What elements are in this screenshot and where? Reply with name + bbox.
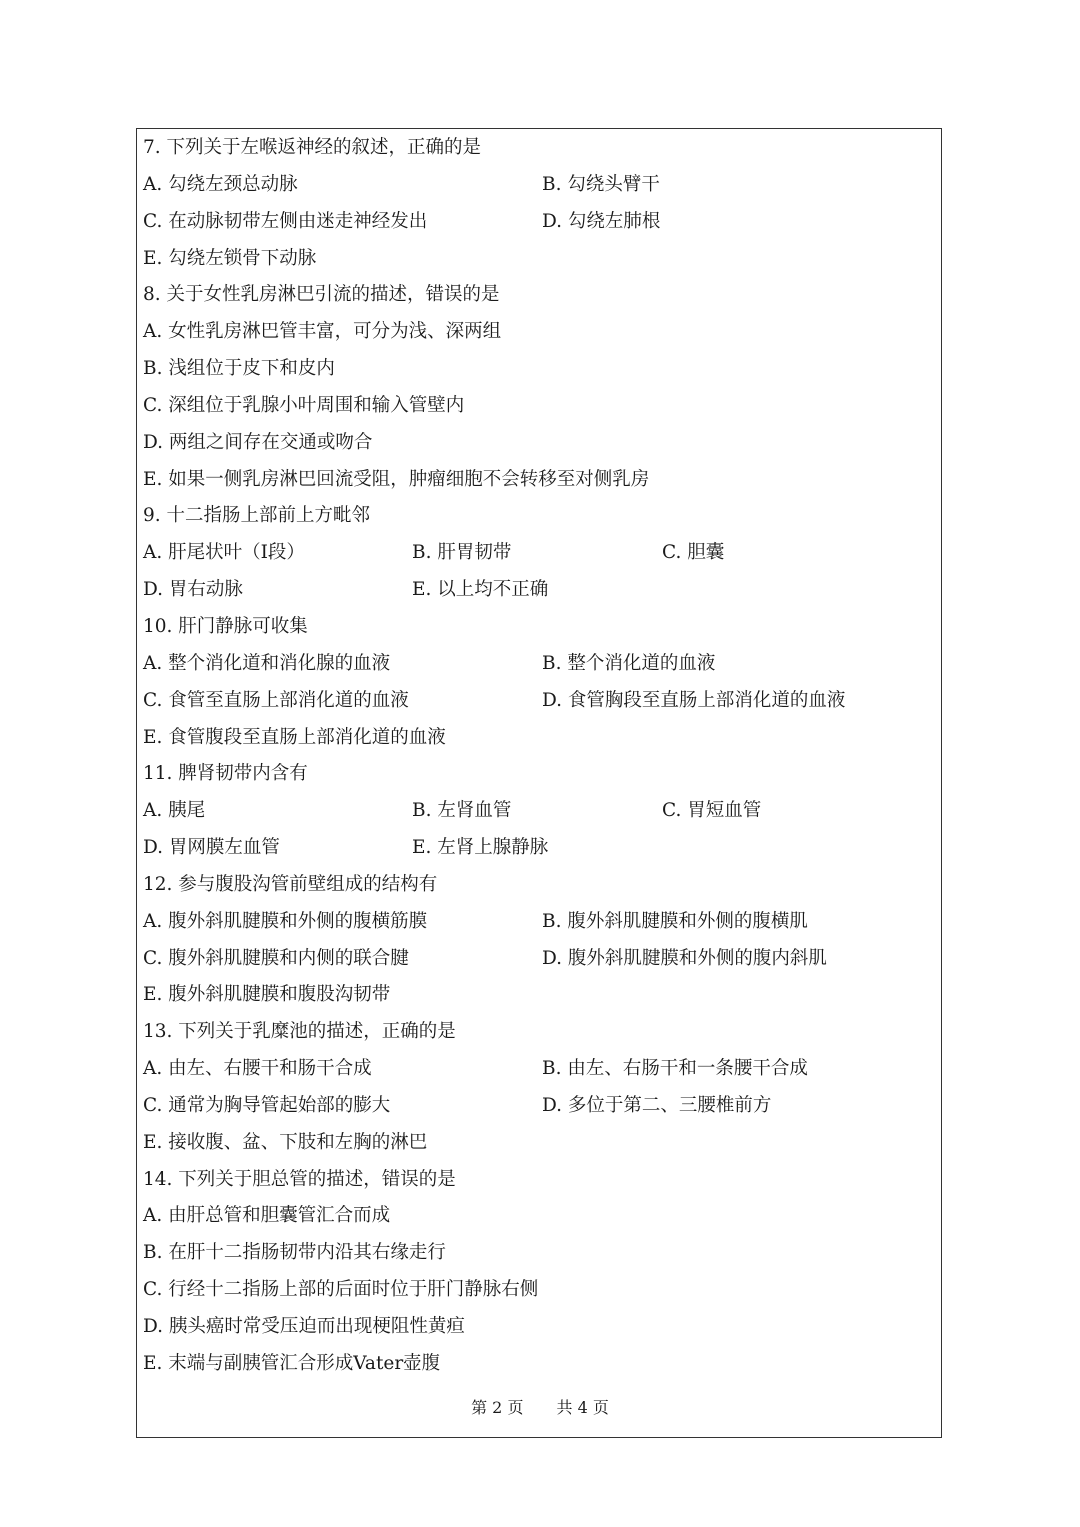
question-12-stem: 12. 参与腹股沟管前壁组成的结构有	[143, 873, 438, 895]
question-7-option-a: A. 勾绕左颈总动脉	[143, 173, 298, 195]
question-13-option-a: A. 由左、右腰干和肠干合成	[143, 1058, 372, 1080]
question-11-option-e: E. 左肾上腺静脉	[412, 837, 549, 859]
question-7-options-row-1	[143, 167, 933, 204]
question-13-option-b: B. 由左、右肠干和一条腰干合成	[542, 1058, 808, 1080]
question-9-stem: 9. 十二指肠上部前上方毗邻	[143, 505, 371, 527]
question-10-options-row-2	[143, 683, 933, 720]
page-footer	[0, 1396, 1080, 1420]
question-8-option-a: A. 女性乳房淋巴管丰富，可分为浅、深两组	[143, 321, 502, 343]
question-7-option-e: E. 勾绕左锁骨下动脉	[143, 247, 317, 269]
question-13-options-row-1	[143, 1051, 933, 1088]
question-14-option-b: B. 在肝十二指肠韧带内沿其右缘走行	[143, 1242, 446, 1264]
question-9-options-row-2	[143, 572, 933, 609]
question-13-option-e: E. 接收腹、盆、下肢和左胸的淋巴	[143, 1131, 428, 1153]
question-12-option-e: E. 腹外斜肌腱膜和腹股沟韧带	[143, 984, 391, 1006]
question-8-option-d: D. 两组之间存在交通或吻合	[143, 431, 373, 453]
question-13-stem: 13. 下列关于乳糜池的描述，正确的是	[143, 1021, 456, 1043]
question-10-option-c: C. 食管至直肠上部消化道的血液	[143, 689, 409, 711]
question-7-option-c: C. 在动脉韧带左侧由迷走神经发出	[143, 210, 428, 232]
question-11-options-row-2	[143, 830, 933, 867]
question-14-stem: 14. 下列关于胆总管的描述，错误的是	[143, 1168, 456, 1190]
question-11-option-c: C. 胃短血管	[662, 800, 762, 822]
question-10-options-row-1	[143, 646, 933, 683]
question-9-option-e: E. 以上均不正确	[412, 579, 549, 601]
question-9-option-b: B. 肝胃韧带	[412, 542, 512, 564]
question-10-option-b: B. 整个消化道的血液	[542, 652, 716, 674]
question-12-options-row-1	[143, 904, 933, 941]
question-9-option-c: C. 胆囊	[662, 542, 725, 564]
page-total: 共 4 页	[556, 1398, 609, 1417]
question-9-option-d: D. 胃右动脉	[143, 579, 243, 601]
question-9-options-row-1	[143, 535, 933, 572]
question-11-stem: 11. 脾肾韧带内含有	[143, 763, 308, 785]
question-10-option-d: D. 食管胸段至直肠上部消化道的血液	[542, 689, 846, 711]
question-10-stem: 10. 肝门静脉可收集	[143, 615, 308, 637]
question-12-option-d: D. 腹外斜肌腱膜和外侧的腹内斜肌	[542, 947, 827, 969]
question-10-option-a: A. 整个消化道和消化腺的血液	[143, 652, 391, 674]
question-7-stem: 7. 下列关于左喉返神经的叙述，正确的是	[143, 137, 482, 158]
question-14-option-a: A. 由肝总管和胆囊管汇合而成	[143, 1205, 391, 1227]
question-8-stem: 8. 关于女性乳房淋巴引流的描述，错误的是	[143, 284, 500, 306]
question-11-option-b: B. 左肾血管	[412, 800, 512, 822]
question-8-option-c: C. 深组位于乳腺小叶周围和输入管壁内	[143, 394, 465, 416]
question-10-option-e: E. 食管腹段至直肠上部消化道的血液	[143, 726, 446, 748]
question-12-options-row-2	[143, 941, 933, 978]
question-9-option-a: A. 肝尾状叶（Ⅰ段）	[143, 542, 305, 564]
question-12-option-b: B. 腹外斜肌腱膜和外侧的腹横肌	[542, 910, 808, 932]
question-13-option-d: D. 多位于第二、三腰椎前方	[542, 1094, 772, 1116]
question-12-option-a: A. 腹外斜肌腱膜和外侧的腹横筋膜	[143, 910, 428, 932]
question-13-options-row-2	[143, 1088, 933, 1125]
question-13-option-c: C. 通常为胸导管起始部的膨大	[143, 1094, 391, 1116]
question-14-option-c: C. 行经十二指肠上部的后面时位于肝门静脉右侧	[143, 1279, 539, 1301]
page-number: 第 2 页	[471, 1398, 524, 1417]
question-7-options-row-2	[143, 204, 933, 241]
question-7-option-d: D. 勾绕左肺根	[542, 210, 661, 232]
question-8-option-e: E. 如果一侧乳房淋巴回流受阻，肿瘤细胞不会转移至对侧乳房	[143, 468, 650, 490]
question-8-option-b: B. 浅组位于皮下和皮内	[143, 358, 335, 380]
question-list	[143, 130, 933, 1383]
question-14-option-d: D. 胰头癌时常受压迫而出现梗阻性黄疸	[143, 1316, 465, 1337]
question-11-option-d: D. 胃网膜左血管	[143, 837, 280, 859]
question-14-option-e: E. 末端与副胰管汇合形成Vater壶腹	[143, 1352, 441, 1374]
question-12-option-c: C. 腹外斜肌腱膜和内侧的联合腱	[143, 947, 409, 969]
question-11-option-a: A. 胰尾	[143, 800, 206, 822]
question-7-option-b: B. 勾绕头臂干	[542, 173, 660, 195]
question-11-options-row-1	[143, 793, 933, 830]
